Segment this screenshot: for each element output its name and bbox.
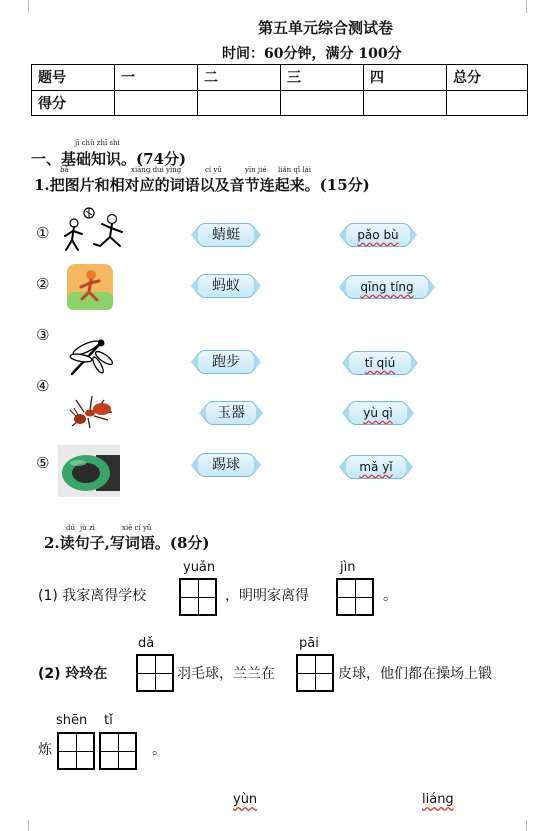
sentence-2-prefix: (2) 玲玲在: [38, 666, 108, 682]
running-girl-icon: [67, 264, 113, 310]
box-pinyin: jìn: [340, 560, 356, 575]
question-1-text: 1.把图片和相对应的词语以及音节连起来。(15分): [34, 176, 370, 194]
sentence-1-middle: ，明明家离得: [225, 588, 309, 604]
writing-box[interactable]: [179, 578, 217, 616]
box-pinyin-text: liáng: [422, 792, 454, 807]
syllable-card[interactable]: [345, 455, 407, 479]
score-input-cell[interactable]: [364, 90, 447, 116]
box-pinyin: pāi: [299, 636, 319, 651]
score-table-header-row: [32, 65, 528, 91]
sentence-2-middle: 羽毛球，兰兰在: [177, 666, 275, 682]
syllable-text: qīng tíng: [360, 280, 414, 294]
word-card[interactable]: 玉器: [205, 401, 257, 425]
score-table-cell: 一: [115, 65, 198, 91]
score-input-cell[interactable]: [115, 90, 198, 116]
dragonfly-icon: [64, 334, 114, 378]
sentence-1-prefix: (1) 我家离得学校: [38, 588, 147, 604]
box-pinyin-text: yùn: [233, 792, 258, 807]
writing-box[interactable]: [57, 732, 95, 770]
syllable-card[interactable]: [348, 351, 412, 375]
sentence-3-prefix: 炼: [38, 742, 52, 758]
item-number: ③: [36, 326, 50, 344]
score-table-cell: 题号: [32, 65, 115, 91]
page-subtitle: 时间：60分钟，满分 100分: [222, 46, 402, 62]
word-card[interactable]: 蜻蜓: [197, 223, 255, 247]
pinyin-annotation: lián qǐ lái: [278, 166, 311, 174]
score-input-cell[interactable]: [447, 90, 528, 116]
jade-bracelet-icon: [58, 445, 120, 497]
sentence-3-end: 。: [152, 742, 166, 758]
page-title: 第五单元综合测试卷: [258, 19, 394, 37]
corner-mark-top-right: [526, 0, 537, 13]
writing-box[interactable]: [296, 654, 334, 692]
football-players-icon: [62, 206, 132, 258]
pinyin-annotation: yīn jié: [245, 166, 267, 174]
score-table-cell: 总分: [447, 65, 528, 91]
item-number: ⑤: [36, 454, 50, 472]
pinyin-annotation: dú: [66, 524, 75, 532]
syllable-text: pǎo bù: [357, 228, 399, 242]
pinyin-annotation: jù zi: [80, 524, 95, 532]
item-number: ②: [36, 275, 50, 293]
word-card[interactable]: 跑步: [197, 350, 255, 374]
score-table-cell: 二: [198, 65, 281, 91]
section-heading: 一、基础知识。(74分): [31, 150, 187, 168]
item-number: ①: [36, 224, 50, 242]
box-pinyin: tǐ: [104, 713, 113, 728]
box-pinyin: [422, 792, 454, 807]
pinyin-annotation: xiāng duì yìng: [131, 166, 182, 174]
score-input-cell[interactable]: [198, 90, 281, 116]
score-table: [31, 64, 528, 116]
pinyin-annotation: xiě cí yǔ: [122, 524, 152, 532]
pinyin-annotation: bǎ: [60, 166, 69, 174]
score-input-cell[interactable]: [281, 90, 364, 116]
box-pinyin: dǎ: [138, 636, 155, 651]
pinyin-annotation: cí yǔ: [205, 166, 222, 174]
question-2-text: 2.读句子,写词语。(8分): [44, 534, 210, 552]
corner-mark-bottom-right: [526, 820, 537, 831]
syllable-card[interactable]: [348, 401, 408, 425]
syllable-text: tī qiú: [364, 356, 396, 370]
corner-mark-top-left: [18, 0, 29, 13]
score-table-cell: 得分: [32, 90, 115, 116]
syllable-card[interactable]: [345, 223, 411, 247]
writing-box[interactable]: [336, 578, 374, 616]
score-table-cell: 三: [281, 65, 364, 91]
syllable-card[interactable]: [345, 275, 429, 299]
item-number: ④: [36, 377, 50, 395]
word-card[interactable]: 踢球: [197, 453, 255, 477]
ant-icon: [68, 390, 120, 430]
box-pinyin: yuǎn: [183, 560, 216, 575]
sentence-1-end: 。: [383, 588, 397, 604]
syllable-text: mǎ yǐ: [359, 460, 393, 474]
writing-box[interactable]: [99, 732, 137, 770]
writing-box[interactable]: [136, 654, 174, 692]
box-pinyin: [233, 792, 257, 807]
pinyin-annotation: jī chǔ zhī shi: [75, 139, 120, 147]
word-card[interactable]: 蚂蚁: [197, 274, 255, 298]
sentence-2-end: 皮球，他们都在操场上锻: [338, 666, 492, 682]
box-pinyin: shēn: [56, 713, 88, 728]
score-table-score-row: [32, 90, 528, 116]
score-table-cell: 四: [364, 65, 447, 91]
syllable-text: yù qì: [363, 406, 393, 420]
corner-mark-bottom-left: [18, 820, 29, 831]
